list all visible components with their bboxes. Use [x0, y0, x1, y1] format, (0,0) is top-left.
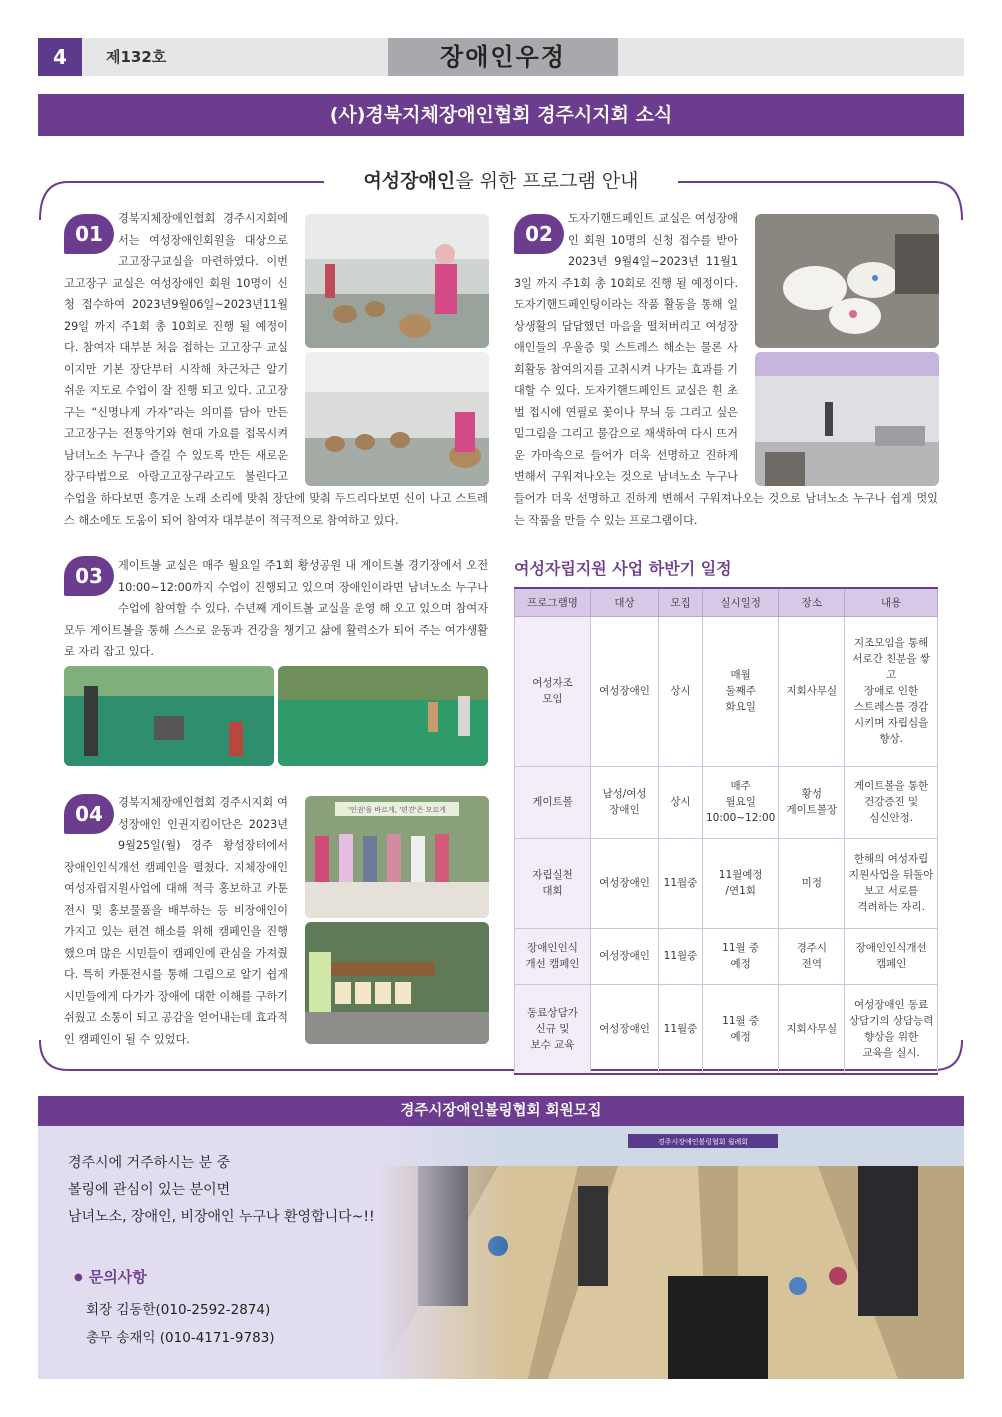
issue-number: 제132호 — [106, 48, 167, 66]
program-03-text: 게이트볼 교실은 매주 월요일 주1회 황성공원 내 게이트볼 경기장에서 오전 10:00~12:00까지 수업이 진행되고 있으며 장애인이라면 남녀노소 누구나 수업에 참여할 수 있다. 수년째 게이트볼 교실을 운영 해 오고 있으며 참여자 모두 게이트볼을 통해 스스로 운동과 건강을 챙기고 삶에 활력소가 되어 주는 여가생활로 자리 잡고 있다. — [64, 559, 488, 658]
program-01-text-b: 수업을 하다보면 흥겨운 노래 소리에 맞춰 장단에 맞춰 두드리다보면 신이 나고 스트레스 해소에도 도움이 되어 참여자 대부분이 적극적으로 참여하고 있다. — [64, 492, 488, 527]
program-01-text-a: 경북지체장애인협회 경주시지회에서는 여성장애인회원을 대상으로 고고장구교실을 마련하였다. 이번 고고장구 교실은 여성장애인 회원 10명이 신청 접수하여 2023년9월06일~2023년11월29일 까지 주1회 총 10회로 진행 될 예정이다. 참여자 대부분 처음 접하는 고고장구 교실이지만 기본 장단부터 시작해 차근차근 알기 쉬운 지도로 수업이 잘 진행 되고 있다. 고고장구는 “신명나게 가자”라는 의미를 담아 만든 고고장구는 전통악기와 현대 가요를 접목시켜 남녀노소 누구나 즐길 수 있도록 만든 새로운 장구타법으로 아랑고고장구라고도 불린다고 — [64, 212, 288, 483]
section-title: (사)경북지체장애인협회 경주시지회 소식 — [38, 94, 964, 136]
janggu-class-photo-1 — [305, 214, 489, 348]
schedule-cell: 남성/여성 장애인 — [591, 766, 659, 838]
schedule-cell: 11월 중 예정 — [703, 984, 779, 1074]
masthead: 장애인우정 — [388, 38, 618, 76]
schedule-cell: 여성장애인 — [591, 984, 659, 1074]
schedule-cell: 장애인인식 개선 캠페인 — [515, 928, 591, 984]
schedule-row — [515, 838, 938, 928]
bowling-intro — [68, 1150, 375, 1231]
schedule-cell: 지조모임을 통해 서로간 친분을 쌓고 장애로 인한 스트레스를 경감 시키며 자립심을 향상. — [845, 616, 938, 766]
campaign-photo-2 — [305, 922, 489, 1044]
schedule-cell: 여성장애인 — [591, 838, 659, 928]
contact-secretary: 총무 송재익 (010-4171-9783) — [86, 1330, 275, 1346]
schedule-cell: 여성장애인 — [591, 928, 659, 984]
program-subtitle — [0, 166, 1002, 193]
gateball-photo-2 — [278, 666, 488, 766]
schedule-cell: 11월 중 예정 — [703, 928, 779, 984]
schedule-cell: 황성 게이트볼장 — [779, 766, 845, 838]
schedule-cell: 11월중 — [659, 984, 703, 1074]
bowling-section-title: 경주시장애인볼링협회 회원모집 — [38, 1096, 964, 1126]
program-04-text: 경북지체장애인협회 경주시지회 여성장애인 인권지킴이단은 2023년 9월25일(월) 경주 황성장터에서 장애인인식개선 캠페인을 펼쳤다. 지체장애인 여성자립지원사업에 대해 적극 홍보하고 카툰전시 및 홍보물품을 배부하는 등 비장애인이 가지고 있는 편견 해소를 위해 캠페인을 진행 했으며 많은 시민들이 캠페인에 관심을 가져줬다. 특히 카툰전시를 통해 그림으로 알기 쉽게 시민들에게 다가가 장애에 대한 이해를 구하기 쉬웠고 소통이 되고 공감을 얻어내는데 효과적인 캠페인이 될 수 있었다. — [64, 796, 288, 1046]
schedule-header: 내용 — [845, 588, 938, 616]
gateball-photo-1 — [64, 666, 274, 766]
program-02-text-a: 도자기핸드페인트 교실은 여성장애인 회원 10명의 신청 접수를 받아 2023년 9월4일~2023년 11월13일 까지 주1회 총 10회로 진행 될 예정이다. 도자기핸드페인팅이라는 작품 활동을 통해 일상생활의 답답했던 마음을 떨쳐버리고 여성장애인들의 우울증 및 스트레스 해소는 물론 사회활동 참여의지를 고취시켜 나가는 효과를 기대할 수 있다. 도자기핸드페인트 교실은 흰 초벌 접시에 연필로 꽃이나 무늬 등 그리고 싶은 밑그림을 그리고 물감으로 채색하여 다시 뜨거운 가마속으로 들어가 더욱 선명하고 진하게 변해서 구워져나오는 것으로 남녀노소 누구나 — [514, 212, 738, 483]
schedule-cell: 11월중 — [659, 928, 703, 984]
contact-heading: ● 문의사항 — [74, 1266, 147, 1287]
schedule-cell: 매월 둘째주 화요일 — [703, 616, 779, 766]
schedule-cell: 지회사무실 — [779, 984, 845, 1074]
schedule-cell: 상시 — [659, 766, 703, 838]
schedule-cell: 11월예정 /연1회 — [703, 838, 779, 928]
schedule-row — [515, 766, 938, 838]
schedule-cell: 자립실천 대회 — [515, 838, 591, 928]
schedule-cell: 경주시 전역 — [779, 928, 845, 984]
schedule-header: 모집 — [659, 588, 703, 616]
janggu-class-photo-2 — [305, 352, 489, 486]
program-03-badge: 03 — [64, 556, 114, 596]
schedule-cell: 동료상담가 신규 및 보수 교육 — [515, 984, 591, 1074]
schedule-cell: 여성자조 모임 — [515, 616, 591, 766]
campaign-photo-1 — [305, 796, 489, 918]
schedule-header: 대상 — [591, 588, 659, 616]
bowling-intro-line: 경주시에 거주하시는 분 중 — [68, 1155, 231, 1171]
schedule-cell: 지회사무실 — [779, 616, 845, 766]
program-01-badge: 01 — [64, 214, 114, 254]
schedule-cell: 미정 — [779, 838, 845, 928]
schedule-cell: 여성장애인 — [591, 616, 659, 766]
bowling-alley-photo — [378, 1126, 964, 1379]
schedule-row — [515, 984, 938, 1074]
pottery-painting-photo-1 — [755, 214, 939, 348]
page-number: 4 — [38, 38, 82, 76]
schedule-cell: 한해의 여성자립 지원사업을 뒤돌아 보고 서로를 격려하는 자리. — [845, 838, 938, 928]
contact-president: 회장 김동한(010-2592-2874) — [86, 1302, 271, 1318]
schedule-cell: 장애인인식개선 캠페인 — [845, 928, 938, 984]
schedule-title: 여성자립지원 사업 하반기 일정 — [514, 559, 732, 578]
program-02-text-b: 들어가 더욱 선명하고 진하게 변해서 구워져나오는 것으로 남녀노소 누구나 쉽게 멋있는 작품을 만들 수 있는 프로그램이다. — [514, 492, 938, 527]
subtitle-rest: 을 위한 프로그램 안내 — [455, 170, 639, 192]
schedule-cell: 11월중 — [659, 838, 703, 928]
bowling-recruit-panel — [38, 1126, 964, 1379]
schedule-row — [515, 616, 938, 766]
schedule-header: 실시일정 — [703, 588, 779, 616]
contact-list — [86, 1296, 275, 1352]
schedule-header-row — [515, 588, 938, 616]
bowling-intro-line: 남녀노소, 장애인, 비장애인 누구나 환영합니다~!! — [68, 1209, 375, 1225]
schedule-row — [515, 928, 938, 984]
program-02-badge: 02 — [514, 214, 564, 254]
schedule-header: 장소 — [779, 588, 845, 616]
subtitle-bold: 여성장애인 — [363, 170, 456, 192]
schedule-table — [514, 587, 938, 1075]
schedule-cell: 매주 월요일 10:00~12:00 — [703, 766, 779, 838]
pottery-painting-photo-2 — [755, 352, 939, 486]
bowling-intro-line: 볼링에 관심이 있는 분이면 — [68, 1182, 231, 1198]
page-header — [38, 38, 964, 76]
schedule-header: 프로그램명 — [515, 588, 591, 616]
schedule-cell: 게이트볼 — [515, 766, 591, 838]
schedule-cell: 상시 — [659, 616, 703, 766]
schedule-cell: 게이트볼을 통한 건강증진 및 심신안정. — [845, 766, 938, 838]
program-04-badge: 04 — [64, 794, 114, 834]
campaign-banner-text: '인권'을 바르게, '편견'은 모르게 — [348, 806, 446, 814]
schedule-cell: 여성장애인 동료 상담기의 상담능력 향상을 위한 교육을 실시. — [845, 984, 938, 1074]
